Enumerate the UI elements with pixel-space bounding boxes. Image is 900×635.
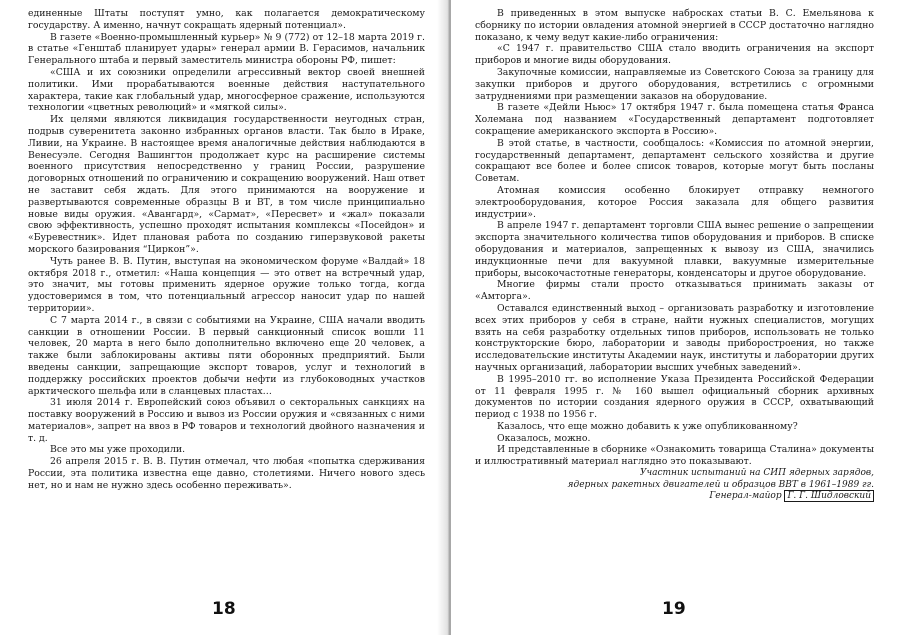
paragraph: единенные Штаты поступят умно, как полагается демократическому государству. А именно, начнут сокращать ядерный потенциал».	[28, 8, 425, 31]
quote-paragraph: «С 1947 г. правительство США стало вводить ограничения на экспорт приборов и многие виды оборудования.	[475, 43, 874, 67]
signature-rank: Генерал-майор	[709, 491, 782, 502]
quote-paragraph: В этой статье, в частности, сообщалось: «Комиссия по атомной энергии, государственный департамент, департамент сельского хозяйства и другие сокращают все более и более список товаров, которые могут быть посланы Советам.	[475, 137, 874, 185]
paragraph: 31 июля 2014 г. Европейский союз объявил о секторальных санкциях на поставку вооружений в Россию и вывоз из России оружия и «связанных с ними материалов», запрет на ввоз в РФ товаров и технологий двойного назначения и т. д.	[28, 397, 425, 444]
paragraph: В газете «Военно-промышленный курьер» № 9 (772) от 12–18 марта 2019 г. в статье «Генштаб планирует удары» генерал армии В. Герасимов, начальник Генерального штаба и первый заместитель министра обороны РФ, пишет:	[28, 31, 425, 67]
signature-block	[475, 468, 874, 503]
signature-line: Участник испытаний на СИП ядерных зарядов,	[639, 468, 874, 479]
page-number: 19	[662, 599, 686, 619]
quote-paragraph: «США и их союзники определили агрессивный вектор своей внешней политики. Ими прорабатываются военные действия наступательного характера, такие как глобальный удар, многосферное сражение, используются технологии «цветных революций» и «мягкой силы».	[28, 66, 425, 114]
quote-paragraph: Атомная комиссия особенно блокирует отправку немногого электрооборудования, которое Россия заказала для общего развития индустрии».	[475, 184, 874, 220]
right-page	[451, 0, 900, 635]
quote-paragraph: Оставался единственный выход – организовать разработку и изготовление всех этих приборов у себя в стране, найти нужных специалистов, могущих взять на себя разработку отдельных типов приборов, использовать не только конструкторские бюро, лаборатории и заводы приборостроения, но также исследовательские институты Академии наук, институты и лаборатории других научных организаций, лаборатории высших учебных заведений».	[475, 302, 874, 373]
quote-paragraph: Их целями являются ликвидация государственности неугодных стран, подрыв суверенитета законно избранных органов власти. Так было в Ираке, Ливии, на Украине. В настоящее время аналогичные действия наблюдаются в Венесуэле. Сегодня Вашингтон продолжает курс на расширение системы военного присутствия непосредственно у границ России, разрушение договорных отношений по ограничению и сокращению вооружений. Наш ответ не заставит себя ждать. Для этого принимаются на вооружение и развертываются современные образцы В и ВТ, в том числе принципиально новые виды оружия. «Авангард», «Сармат», «Пересвет» и «жал» показали свою эффективность, успешно проходят испытания комплексы «Посейдон» и «Буревестник». Идет плановая работа по созданию гиперзвуковой ракеты морского базирования “Циркон”».	[28, 114, 425, 255]
quote-paragraph: В газете «Дейли Ньюс» 17 октября 1947 г. была помещена статья Франса Холемана под названием «Государственный департамент подготовляет сокращение американского экспорта в Россию».	[475, 102, 874, 137]
left-page-text	[28, 8, 425, 492]
signature-name: Г. Г. Шидловский	[784, 490, 874, 502]
signature-rank-line	[475, 491, 874, 503]
paragraph: В приведенных в этом выпуске набросках статьи В. С. Емельянова к сборнику по истории овладения атомной энергией в СССР достаточно наглядно показано, к чему ведут какие-либо ограничения:	[475, 8, 874, 43]
paragraph: 26 апреля 2015 г. В. В. Путин отмечал, что любая «попытка сдерживания России, эта политика известна еще давно, столетиями. Ничего нового здесь нет, но и нам не нужно здесь особенно переживать».	[28, 456, 425, 491]
paragraph: Чуть ранее В. В. Путин, выступая на экономическом форуме «Валдай» 18 октября 2018 г., отметил: «Наша концепция — это ответ на встречный удар, это значит, мы готовы применить ядерное оружие только тогда, когда удостоверимся в том, что потенциальный агрессор наносит удар по нашей территории».	[28, 255, 425, 314]
right-page-text	[475, 8, 874, 468]
paragraph: Оказалось, можно.	[497, 432, 591, 444]
page-number: 18	[212, 599, 236, 619]
quote-paragraph: В апреле 1947 г. департамент торговли США вынес решение о запрещении экспорта значительного количества типов оборудования и приборов. В списке оборудования и материалов, запрещенных к вывозу из США, значились индукционные печи для вакуумной плавки, вакуумные измерительные приборы, высокочастотные генераторы, конденсаторы и другое оборудование.	[475, 220, 874, 279]
paragraph: И представленные в сборнике «Ознакомить товарища Сталина» документы и иллюстративный материал наглядно это показывают.	[475, 444, 874, 468]
paragraph: Все это мы уже проходили.	[50, 444, 186, 456]
left-page	[0, 0, 449, 635]
paragraph: Казалось, что еще можно добавить к уже опубликованному?	[497, 420, 798, 432]
paragraph: С 7 марта 2014 г., в связи с событиями на Украине, США начали вводить санкции в отношении России. В первый санкционный список вошли 11 человек, 20 марта в него было дополнительно включено еще 20 человек, а также были заблокированы активы пяти оборонных предприятий. Были введены санкции, запрещающие экспорт товаров, услуг и технологий в поддержку российских проектов добычи нефти из глубоководных участков арктического шельфа или в сланцевых пластах…	[28, 314, 425, 397]
quote-paragraph: Закупочные комиссии, направляемые из Советского Союза за границу для закупки приборов и другого оборудования, встретились с огромными затруднениями при размещении заказов на оборудование.	[475, 66, 874, 102]
paragraph: В 1995–2010 гг. во исполнение Указа Президента Российской Федерации от 11 февраля 1995 г. № 160 вышел официальный сборник архивных документов по истории создания ядерного оружия в СССР, охватывающий период с 1938 по 1956 г.	[475, 373, 874, 421]
quote-paragraph: Многие фирмы стали просто отказываться принимать заказы от «Амторга».	[475, 279, 874, 303]
signature-line: ядерных ракетных двигателей и образцов ВВТ в 1961–1989 гг.	[567, 479, 874, 490]
